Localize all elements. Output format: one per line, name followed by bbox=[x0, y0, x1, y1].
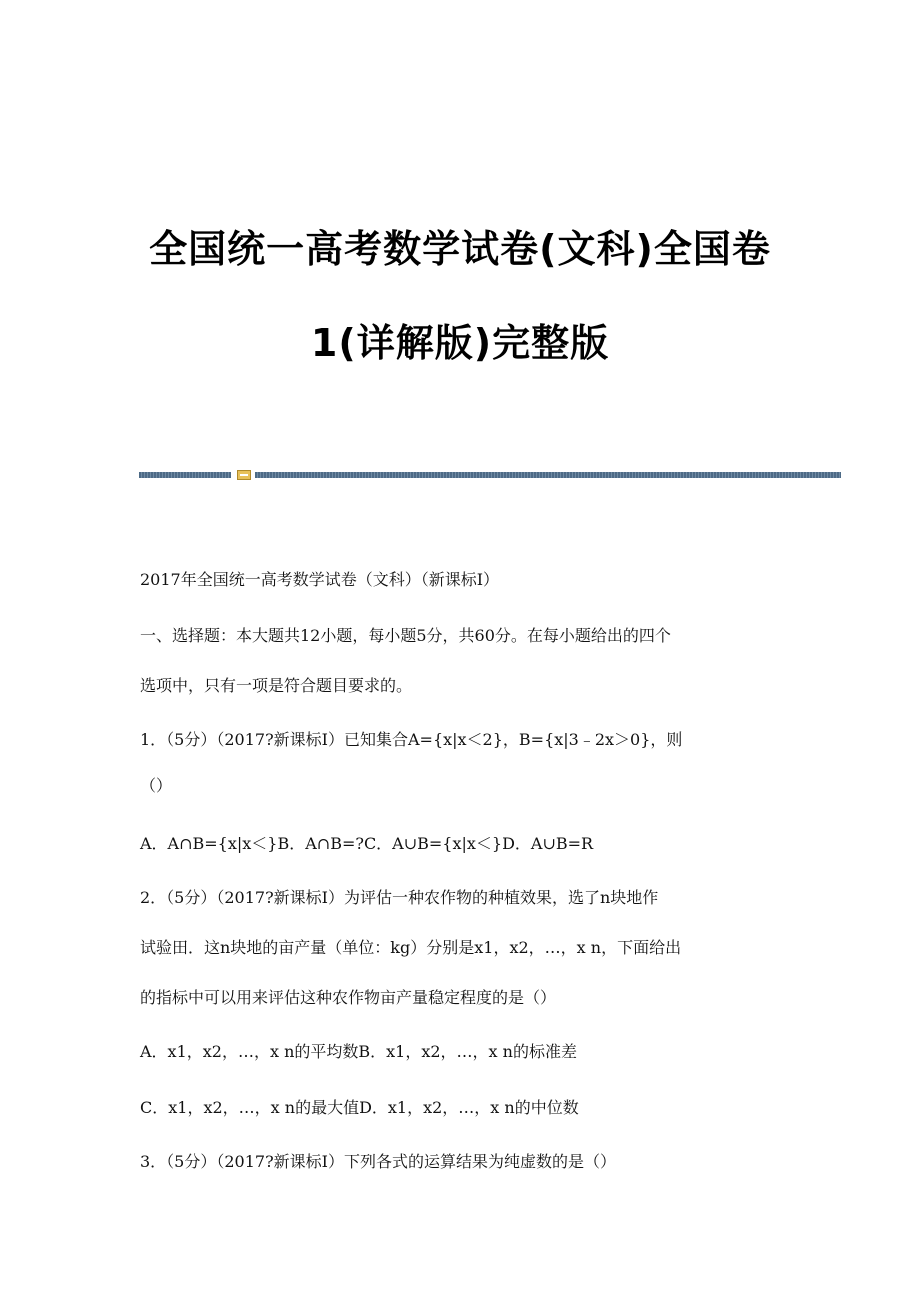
question-2-stem-line-3: 的指标中可以用来评估这种农作物亩产量稳定程度的是（） bbox=[140, 988, 557, 1007]
document-title-line-1: 全国统一高考数学试卷(文科)全国卷 bbox=[149, 227, 771, 271]
question-2-stem-line-1: 2．（5分）（2017?新课标Ⅰ）为评估一种农作物的种植效果，选了n块地作 bbox=[140, 888, 659, 907]
section-instructions-line-1: 一、选择题：本大题共12小题，每小题5分，共60分。在每小题给出的四个 bbox=[140, 626, 671, 645]
envelope-icon bbox=[237, 470, 251, 480]
question-1-options: A．A∩B={x|x＜}B．A∩B=?C．A∪B={x|x＜}D．A∪B=R bbox=[140, 834, 594, 853]
divider-bar-right bbox=[255, 472, 841, 478]
title-divider bbox=[139, 470, 841, 480]
question-1-stem-line-1: 1．（5分）（2017?新课标Ⅰ）已知集合A={x|x＜2}，B={x|3﹣2x＞0}，则 bbox=[140, 730, 683, 749]
question-3-stem-line-1: 3．（5分）（2017?新课标Ⅰ）下列各式的运算结果为纯虚数的是（） bbox=[140, 1152, 616, 1171]
question-2-options-cd: C．x1，x2，…，x n的最大值D．x1，x2，…，x n的中位数 bbox=[140, 1098, 579, 1117]
divider-bar-left bbox=[139, 472, 231, 478]
document-title-line-2: 1(详解版)完整版 bbox=[310, 321, 610, 365]
section-instructions-line-2: 选项中，只有一项是符合题目要求的。 bbox=[140, 676, 413, 695]
question-2-options-ab: A．x1，x2，…，x n的平均数B．x1，x2，…，x n的标准差 bbox=[140, 1042, 577, 1061]
question-1-stem-line-2: （） bbox=[140, 776, 173, 795]
exam-heading: 2017年全国统一高考数学试卷（文科）（新课标Ⅰ） bbox=[140, 570, 500, 589]
question-2-stem-line-2: 试验田．这n块地的亩产量（单位：kg）分别是x1，x2，…，x n，下面给出 bbox=[140, 938, 682, 957]
